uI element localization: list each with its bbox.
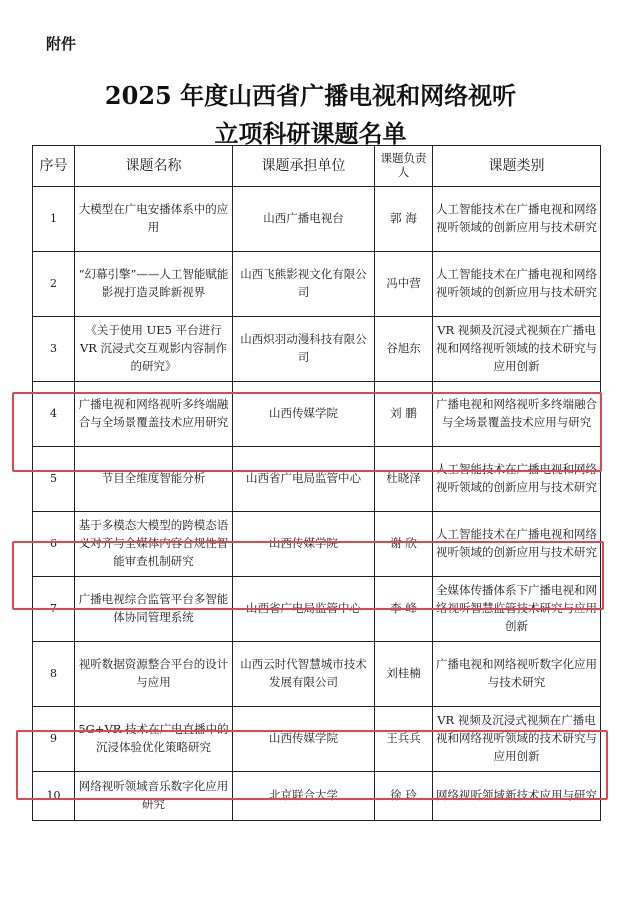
project-unit: 山西云时代智慧城市技术发展有限公司 (233, 642, 375, 707)
table-header-row (33, 146, 601, 187)
project-category: 广播电视和网络视听多终端融合与全场景覆盖技术应用与研究 (433, 382, 601, 447)
header-name: 课题名称 (75, 146, 233, 187)
table-row (33, 447, 601, 512)
row-number: 6 (33, 512, 75, 577)
project-unit: 山西省广电局监管中心 (233, 577, 375, 642)
table-row (33, 707, 601, 772)
row-number: 3 (33, 317, 75, 382)
table-row (33, 577, 601, 642)
project-unit: 山西省广电局监管中心 (233, 447, 375, 512)
project-name: “幻幕引擎”——人工智能赋能影视打造灵眸新视界 (75, 252, 233, 317)
project-category: 人工智能技术在广播电视和网络视听领域的创新应用与技术研究 (433, 187, 601, 252)
row-number: 7 (33, 577, 75, 642)
project-lead: 冯中营 (375, 252, 433, 317)
project-name: 大模型在广电安播体系中的应用 (75, 187, 233, 252)
document-title-line1: 2025 年度山西省广播电视和网络视听 (104, 81, 517, 110)
row-number: 5 (33, 447, 75, 512)
row-number: 1 (33, 187, 75, 252)
project-list-table (32, 145, 601, 821)
header-unit: 课题承担单位 (233, 146, 375, 187)
row-number: 10 (33, 772, 75, 821)
row-number: 2 (33, 252, 75, 317)
project-lead: 谷旭东 (375, 317, 433, 382)
project-category: 人工智能技术在广播电视和网络视听领域的创新应用与技术研究 (433, 447, 601, 512)
row-number: 9 (33, 707, 75, 772)
project-category: 人工智能技术在广播电视和网络视听领域的创新应用与技术研究 (433, 512, 601, 577)
project-name: 基于多模态大模型的跨模态语义对齐与全媒体内容合规性智能审查机制研究 (75, 512, 233, 577)
table-row (33, 382, 601, 447)
project-name: 广播电视和网络视听多终端融合与全场景覆盖技术应用研究 (75, 382, 233, 447)
project-name: 5G+VR 技术在广电直播中的沉浸体验优化策略研究 (75, 707, 233, 772)
document-title-line2: 立项科研课题名单 (214, 119, 407, 148)
table-row (33, 772, 601, 821)
project-name: 广播电视综合监管平台多智能体协同管理系统 (75, 577, 233, 642)
header-index: 序号 (33, 146, 75, 187)
project-unit: 山西飞熊影视文化有限公司 (233, 252, 375, 317)
header-lead: 课题负责人 (375, 146, 433, 187)
table-row (33, 642, 601, 707)
project-unit: 山西传媒学院 (233, 707, 375, 772)
project-unit: 山西传媒学院 (233, 382, 375, 447)
row-number: 4 (33, 382, 75, 447)
project-unit: 山西传媒学院 (233, 512, 375, 577)
project-unit: 北京联合大学 (233, 772, 375, 821)
project-unit: 山西广播电视台 (233, 187, 375, 252)
project-category: 广播电视和网络视听数字化应用与技术研究 (433, 642, 601, 707)
project-lead: 郭 海 (375, 187, 433, 252)
table-row (33, 187, 601, 252)
project-name: 《关于使用 UE5 平台进行 VR 沉浸式交互观影内容制作的研究》 (75, 317, 233, 382)
project-name: 视听数据资源整合平台的设计与应用 (75, 642, 233, 707)
project-lead: 刘 鹏 (375, 382, 433, 447)
table-row (33, 317, 601, 382)
project-category: 全媒体传播体系下广播电视和网络视听智慧监管技术研究与应用创新 (433, 577, 601, 642)
row-number: 8 (33, 642, 75, 707)
project-category: 网络视听领域新技术应用与研究 (433, 772, 601, 821)
table-row (33, 512, 601, 577)
project-lead: 李 峰 (375, 577, 433, 642)
project-lead: 刘桂楠 (375, 642, 433, 707)
project-lead: 杜晓泽 (375, 447, 433, 512)
project-name: 节目全维度智能分析 (75, 447, 233, 512)
project-lead: 徐 玲 (375, 772, 433, 821)
header-category: 课题类别 (433, 146, 601, 187)
project-category: VR 视频及沉浸式视频在广播电视和网络视听领域的技术研究与应用创新 (433, 317, 601, 382)
attachment-label: 附件 (46, 35, 77, 53)
project-lead: 王兵兵 (375, 707, 433, 772)
project-name: 网络视听领域音乐数字化应用研究 (75, 772, 233, 821)
project-category: 人工智能技术在广播电视和网络视听领域的创新应用与技术研究 (433, 252, 601, 317)
project-unit: 山西炽羽动漫科技有限公司 (233, 317, 375, 382)
project-category: VR 视频及沉浸式视频在广播电视和网络视听领域的技术研究与应用创新 (433, 707, 601, 772)
table-row (33, 252, 601, 317)
project-lead: 谢 欣 (375, 512, 433, 577)
